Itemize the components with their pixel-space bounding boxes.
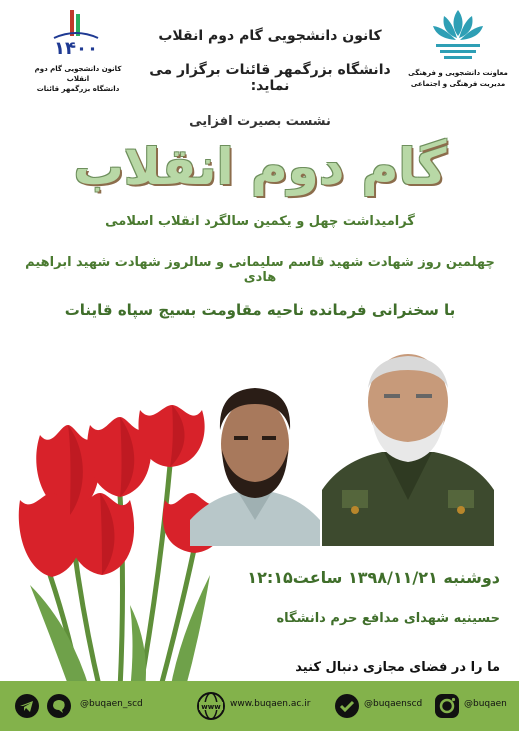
eitaa-handle[interactable]: @buqaenscd <box>364 699 423 709</box>
portrait-soleimani-image <box>322 350 494 546</box>
instagram-icon[interactable] <box>434 693 460 719</box>
social-footer-bar <box>0 681 519 731</box>
event-title: گام دوم انقلاب <box>73 138 447 196</box>
left-logo-caption-line1: کانون دانشجویی گام دوم انقلاب <box>34 65 122 83</box>
event-venue: حسینیه شهدای مدافع حرم دانشگاه <box>276 611 500 626</box>
deputy-office-logo <box>408 8 508 103</box>
left-logo-caption-line2: دانشگاه بزرگمهر قائنات <box>36 85 120 93</box>
occasion-line-1: گرامیداشت چهل و یکمین سالگرد انقلاب اسلامی <box>105 214 415 229</box>
telegram-handle[interactable]: @buqaen_scd <box>80 699 143 709</box>
instagram-handle[interactable]: @buqaen <box>464 699 507 709</box>
speaker-line: با سخنرانی فرمانده ناحیه مقاومت بسیج سپاه قاینات <box>64 301 456 319</box>
svg-text:۱۴۰۰: ۱۴۰۰ <box>54 38 98 59</box>
student-center-emblem-icon <box>50 8 102 60</box>
right-logo-caption-line1: معاونت دانشجویی و فرهنگی <box>408 69 508 77</box>
occasion-line-2: چهلمین روز شهادت شهید قاسم سلیمانی و سالروز شهادت شهید ابراهیم هادی <box>25 255 495 285</box>
globe-www-icon[interactable] <box>196 691 226 721</box>
follow-us-text: ما را در فضای مجازی دنبال کنید <box>295 660 500 675</box>
organizer-line-1: کانون دانشجویی گام دوم انقلاب <box>158 28 382 44</box>
check-badge-icon[interactable] <box>334 693 360 719</box>
chat-bubble-icon[interactable] <box>46 693 72 719</box>
event-subtitle: نشست بصیرت افزایی <box>189 114 331 129</box>
right-logo-caption-line2: مدیریت فرهنگی و اجتماعی <box>410 80 506 88</box>
lotus-emblem-icon <box>430 8 486 62</box>
telegram-icon[interactable] <box>14 693 40 719</box>
event-datetime: دوشنبه ۱۳۹۸/۱۱/۲۱ ساعت۱۲:۱۵ <box>247 568 500 587</box>
student-center-logo <box>28 8 128 98</box>
svg-text:www: www <box>201 703 221 711</box>
portrait-ebrahim-hadi-image <box>190 380 320 546</box>
website-link[interactable]: www.buqaen.ac.ir <box>230 699 311 709</box>
organizer-line-2: دانشگاه بزرگمهر قائنات برگزار می نماید: <box>149 62 391 94</box>
